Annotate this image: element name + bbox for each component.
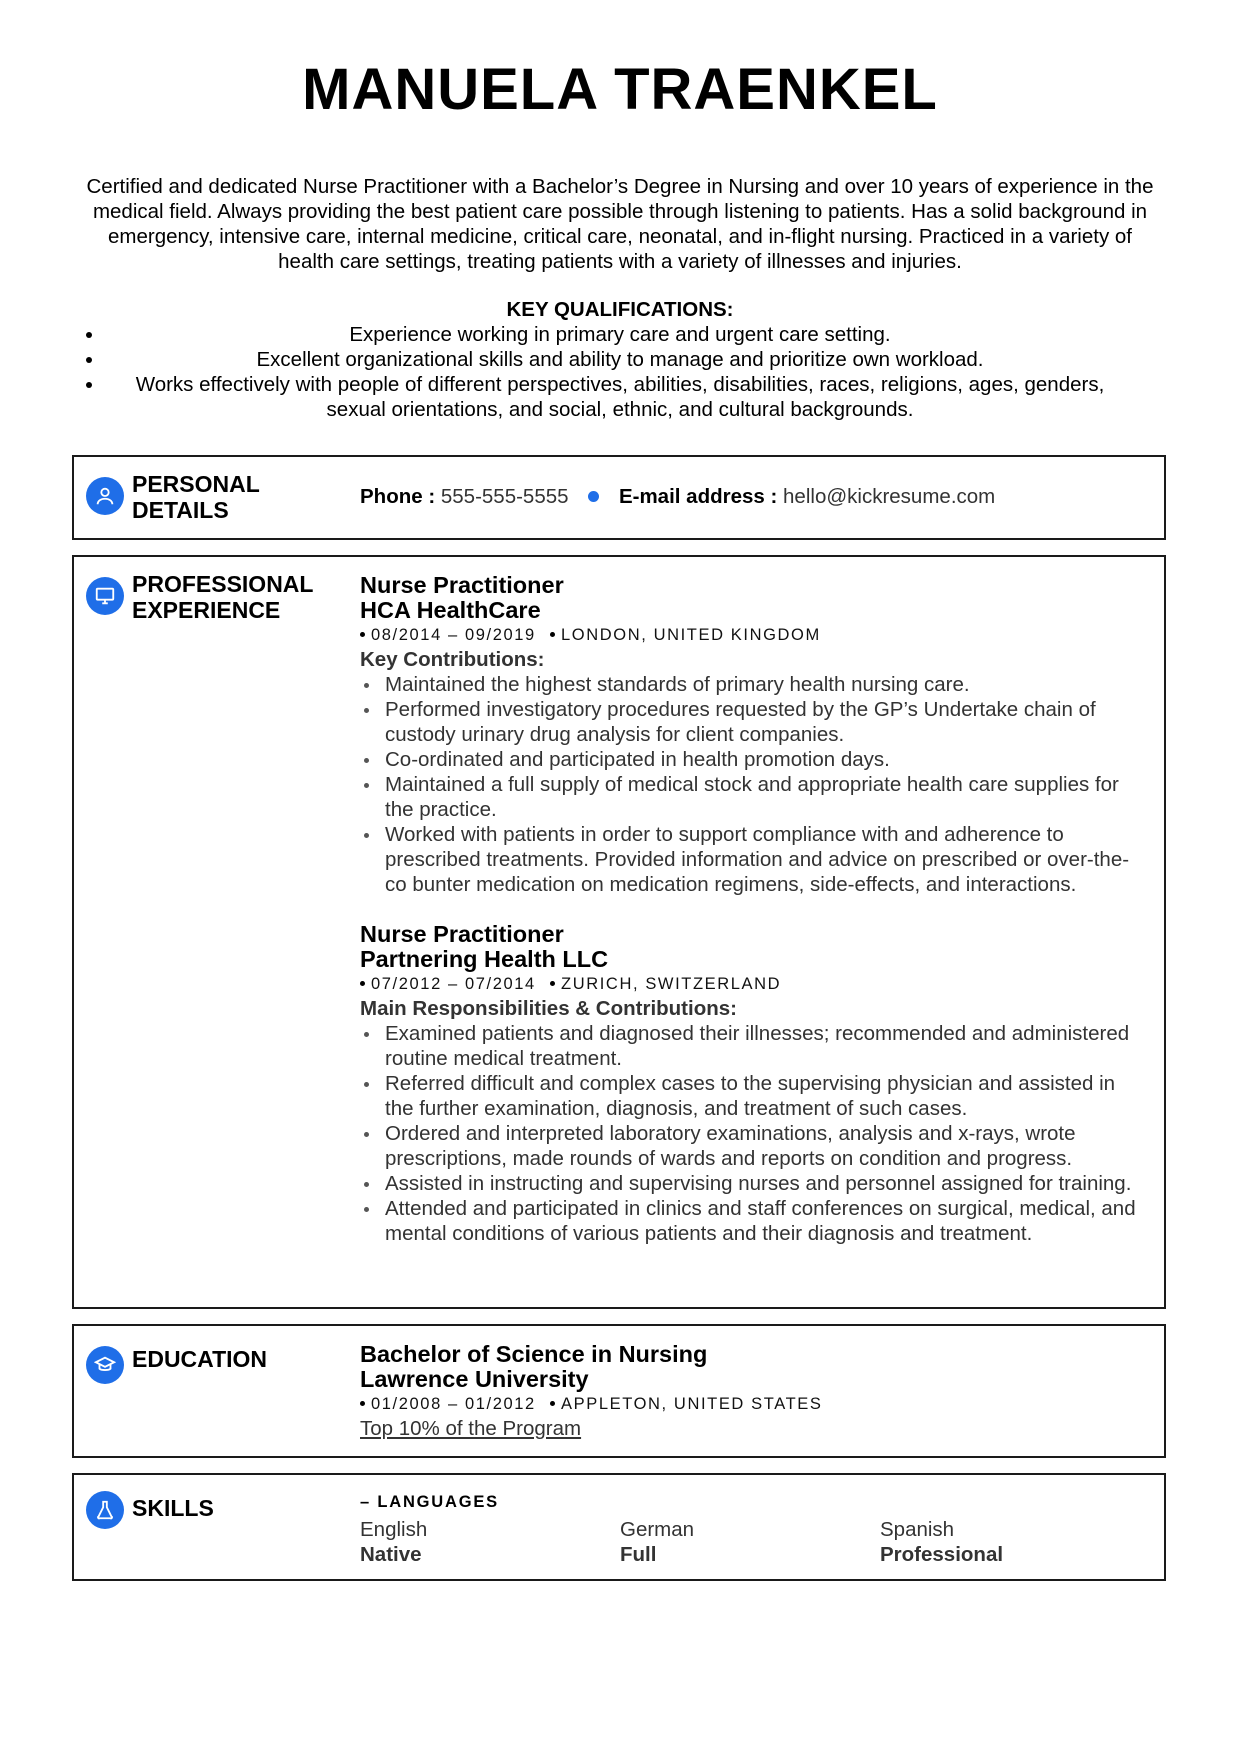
job-subheading: Main Responsibilities & Contributions: — [360, 997, 737, 1020]
languages-heading: – LANGUAGES — [360, 1493, 499, 1511]
section-title: PERSONAL DETAILS — [132, 471, 260, 523]
key-qualifications-list — [80, 322, 1160, 422]
job-company: Partnering Health LLC — [360, 946, 609, 972]
job-bullets — [360, 1021, 1140, 1246]
education-meta — [360, 1392, 1140, 1416]
degree: Bachelor of Science in Nursing — [360, 1341, 708, 1367]
job-meta — [360, 972, 1140, 996]
languages-row — [360, 1517, 1140, 1567]
list-item: Works effectively with people of different perspectives, abilities, disabilities, races, religions, ages, genders, sexual orientations, and social, ethnic, and cultural backgrounds. — [80, 372, 1160, 422]
language-item — [360, 1517, 620, 1567]
job-location: LONDON, UNITED KINGDOM — [561, 626, 821, 644]
language-item — [620, 1517, 880, 1567]
list-item: Ordered and interpreted laboratory examinations, analysis and x-rays, wrote prescriptions, made rounds of wards and reports on condition and progress. — [360, 1121, 1140, 1171]
list-item: Experience working in primary care and urgent care setting. — [80, 322, 1160, 347]
graduation-cap-icon — [86, 1346, 124, 1384]
candidate-name: MANUELA TRAENKEL — [302, 57, 938, 122]
job-location: ZURICH, SWITZERLAND — [561, 975, 782, 993]
flask-icon — [86, 1491, 124, 1529]
language-level: Native — [360, 1543, 422, 1566]
job-title: Nurse Practitioner — [360, 572, 564, 598]
key-qualifications-title: KEY QUALIFICATIONS: — [506, 298, 734, 321]
job-subheading: Key Contributions: — [360, 648, 545, 671]
job-company: HCA HealthCare — [360, 597, 541, 623]
language-level: Full — [620, 1543, 657, 1566]
section-title: SKILLS — [132, 1495, 214, 1521]
language-level: Professional — [880, 1543, 1004, 1566]
section-title: PROFESSIONAL EXPERIENCE — [132, 571, 314, 623]
job-meta — [360, 623, 1140, 647]
job-dates: 08/2014 – 09/2019 — [371, 626, 536, 644]
job-entry — [360, 573, 1140, 897]
email-label: E-mail address : — [618, 485, 778, 508]
list-item: Co-ordinated and participated in health promotion days. — [360, 747, 1140, 772]
education-note: Top 10% of the Program — [360, 1417, 582, 1440]
list-item: Examined patients and diagnosed their illnesses; recommended and administered routine medical treatment. — [360, 1021, 1140, 1071]
list-item: Excellent organizational skills and ability to manage and prioritize own workload. — [80, 347, 1160, 372]
school: Lawrence University — [360, 1366, 589, 1392]
personal-details-section — [72, 455, 1166, 540]
email-value[interactable]: hello@kickresume.com — [783, 485, 996, 508]
education-section — [72, 1324, 1166, 1458]
list-item: Worked with patients in order to support compliance with and adherence to prescribed treatments. Provided information and advice on prescribed or over-the-co bunter medication on medication regimens, side-effects, and interactions. — [360, 822, 1140, 897]
summary: Certified and dedicated Nurse Practitioner with a Bachelor’s Degree in Nursing and over 10 years of experience in the medical field. Always providing the best patient care possible through listening to patients. Has a solid background in emergency, intensive care, internal medicine, critical care, neonatal, and in-flight nursing. Practiced in a variety of health care settings, treating patients with a variety of illnesses and injuries. — [86, 175, 1154, 273]
language-name: Spanish — [880, 1518, 955, 1541]
person-icon — [86, 477, 124, 515]
monitor-icon — [86, 577, 124, 615]
list-item: Attended and participated in clinics and staff conferences on surgical, medical, and mental conditions of various patients and their diagnosis and treatment. — [360, 1196, 1140, 1246]
education-dates: 01/2008 – 01/2012 — [371, 1395, 536, 1413]
job-entry — [360, 922, 1140, 1246]
list-item: Performed investigatory procedures requested by the GP’s Undertake chain of custody urinary drug analysis for client companies. — [360, 697, 1140, 747]
phone-value: 555-555-5555 — [440, 485, 569, 508]
experience-section — [72, 555, 1166, 1309]
language-name: German — [620, 1518, 695, 1541]
list-item: Referred difficult and complex cases to the supervising physician and assisted in the further examination, diagnosis, and treatment of such cases. — [360, 1071, 1140, 1121]
list-item: Maintained the highest standards of primary health nursing care. — [360, 672, 1140, 697]
language-name: English — [360, 1518, 428, 1541]
job-bullets — [360, 672, 1140, 897]
skills-section — [72, 1473, 1166, 1581]
job-title: Nurse Practitioner — [360, 921, 564, 947]
list-item: Maintained a full supply of medical stock and appropriate health care supplies for the practice. — [360, 772, 1140, 822]
section-title: EDUCATION — [132, 1346, 268, 1372]
separator-dot-icon — [588, 491, 599, 502]
list-item: Assisted in instructing and supervising nurses and personnel assigned for training. — [360, 1171, 1140, 1196]
phone-label: Phone : — [360, 485, 436, 508]
language-item — [880, 1517, 1140, 1567]
job-dates: 07/2012 – 07/2014 — [371, 975, 536, 993]
education-location: APPLETON, UNITED STATES — [561, 1395, 823, 1413]
